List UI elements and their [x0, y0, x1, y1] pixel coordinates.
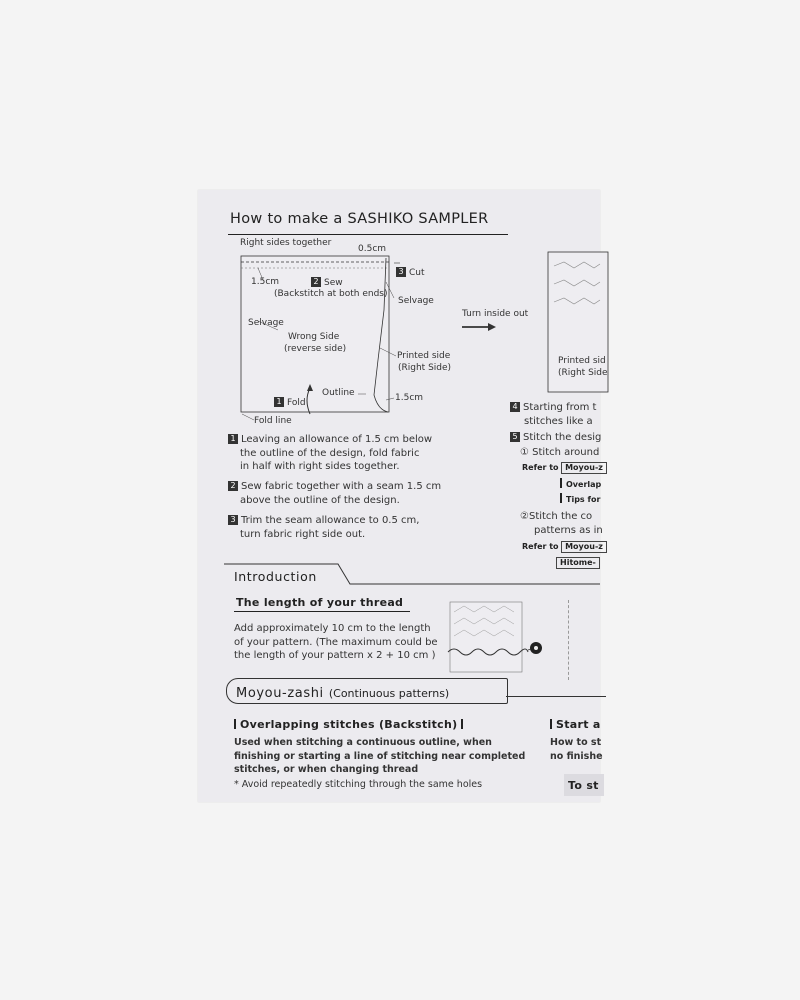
refer-moyou-box-1: Moyou-z [561, 462, 607, 474]
label-selvage-left: Selvage [248, 318, 284, 328]
thread-length-illustration [448, 600, 558, 680]
start-heading-bar [550, 719, 552, 729]
step-5-sub-2 [520, 510, 603, 537]
start-text-partial [550, 736, 603, 763]
label-reverse-side: (reverse side) [284, 344, 347, 354]
overlap-note: * Avoid repeatedly stitching through the same holes [234, 779, 483, 790]
label-sew-text: Sew [324, 278, 343, 288]
start-text-line-1: How to st [550, 737, 602, 748]
refer-moyou-box-2: Moyou-z [561, 541, 607, 553]
label-seam-05: 0.5cm [358, 244, 387, 254]
label-right-side: (Right Side) [398, 363, 452, 373]
step-1-line-2: the outline of the design, fold fabric [240, 447, 420, 459]
step-2-line-2: above the outline of the design. [240, 494, 400, 506]
thread-heading-underline [234, 611, 410, 612]
thread-text-line-3: the length of your pattern x 2 + 10 cm ) [234, 650, 436, 661]
step-1-line-1: Leaving an allowance of 1.5 cm below [241, 434, 433, 445]
start-heading-partial [550, 718, 601, 731]
label-fold-line: Fold line [254, 416, 292, 426]
label-outline: Outline [322, 388, 355, 398]
step-1-number: 1 [228, 434, 238, 444]
label-sew [311, 277, 343, 289]
moyou-heading-rule [506, 696, 606, 697]
label-backstitch: (Backstitch at both ends) [274, 289, 388, 299]
thread-text-line-2: of your pattern. (The maximum could be [234, 636, 438, 648]
label-printed-side-partial: Printed sid [558, 356, 606, 366]
step-4-number: 4 [510, 402, 520, 412]
moyou-heading [236, 682, 449, 701]
step-1 [228, 433, 432, 474]
moyou-heading-main: Moyou-zashi [236, 686, 324, 701]
start-text-line-2: no finishe [550, 750, 603, 762]
start-heading-text: Start a [556, 718, 601, 731]
label-cut-text: Cut [409, 268, 425, 278]
overlap-text-line-2: finishing or starting a line of stitching near completed [234, 750, 526, 762]
thread-text-line-1: Add approximately 10 cm to the length [234, 623, 431, 634]
to-st-label: To st [568, 779, 599, 792]
label-fold [274, 397, 306, 409]
overlap-heading-bar-left [234, 719, 236, 729]
thread-heading: The length of your thread [236, 596, 404, 609]
introduction-heading: Introduction [234, 569, 317, 584]
overlap-text [234, 736, 525, 777]
tips-bar-icon [560, 493, 562, 503]
label-fold-text: Fold [287, 398, 306, 408]
label-outline-15: 1.5cm [395, 393, 424, 403]
label-turn-inside-out: Turn inside out [462, 309, 529, 319]
step-5-partial [510, 431, 601, 445]
overlap-heading-bar-right [461, 719, 463, 729]
step-5-sub-2-line-2: patterns as in [534, 524, 603, 536]
step-1-line-3: in half with right sides together. [240, 461, 400, 472]
step-3-number: 3 [228, 515, 238, 525]
step-2-line-1: Sew fabric together with a seam 1.5 cm [241, 481, 442, 492]
refer-tips-text: Tips for [566, 495, 601, 504]
overlap-heading [234, 718, 467, 731]
step-2-number: 2 [228, 481, 238, 491]
refer-overlap-text: Overlap [566, 480, 602, 489]
step-5-refer-1 [522, 462, 607, 474]
fold-number-badge: 1 [274, 397, 284, 407]
column-divider [568, 600, 570, 680]
step-5-sub-2-line-1: ②Stitch the co [520, 511, 593, 522]
refer-to-label-1: Refer to [522, 463, 559, 472]
label-allowance-15: 1.5cm [251, 277, 280, 287]
sheet-title: How to make a SASHIKO SAMPLER [230, 211, 489, 227]
overlap-heading-text: Overlapping stitches (Backstitch) [240, 718, 458, 731]
sew-number-badge: 2 [311, 277, 321, 287]
step-3-line-1: Trim the seam allowance to 0.5 cm, [241, 515, 420, 526]
cut-number-badge: 3 [396, 267, 406, 277]
step-3 [228, 514, 419, 541]
overlap-text-line-1: Used when stitching a continuous outline, when [234, 737, 492, 748]
label-cut [396, 267, 425, 279]
step-4-line-1: Starting from t [523, 402, 597, 413]
thread-text [234, 622, 438, 663]
refer-overlap [556, 478, 601, 489]
step-4-partial [510, 401, 596, 428]
label-right-side-partial: (Right Side [558, 368, 608, 378]
label-selvage-right: Selvage [398, 296, 434, 306]
step-5-line-1: Stitch the desig [523, 432, 602, 443]
overlap-bar-icon [560, 478, 562, 488]
moyou-heading-suffix: (Continuous patterns) [328, 687, 450, 700]
step-3-line-2: turn fabric right side out. [240, 528, 366, 540]
label-printed-side: Printed side [397, 351, 451, 361]
step-2 [228, 480, 441, 507]
step-5-refer-2 [522, 541, 607, 553]
step-4-line-2: stitches like a [524, 415, 593, 427]
step-5-sub-1: ① Stitch around [520, 447, 600, 458]
refer-hitome-box: Hitome- [556, 557, 600, 569]
step-5-number: 5 [510, 432, 520, 442]
label-wrong-side: Wrong Side [288, 332, 340, 342]
refer-to-label-2: Refer to [522, 542, 559, 551]
refer-tips [556, 493, 600, 504]
instruction-sheet [198, 190, 608, 802]
overlap-text-line-3: stitches, or when changing thread [234, 764, 419, 775]
label-right-sides-together: Right sides together [240, 238, 332, 248]
